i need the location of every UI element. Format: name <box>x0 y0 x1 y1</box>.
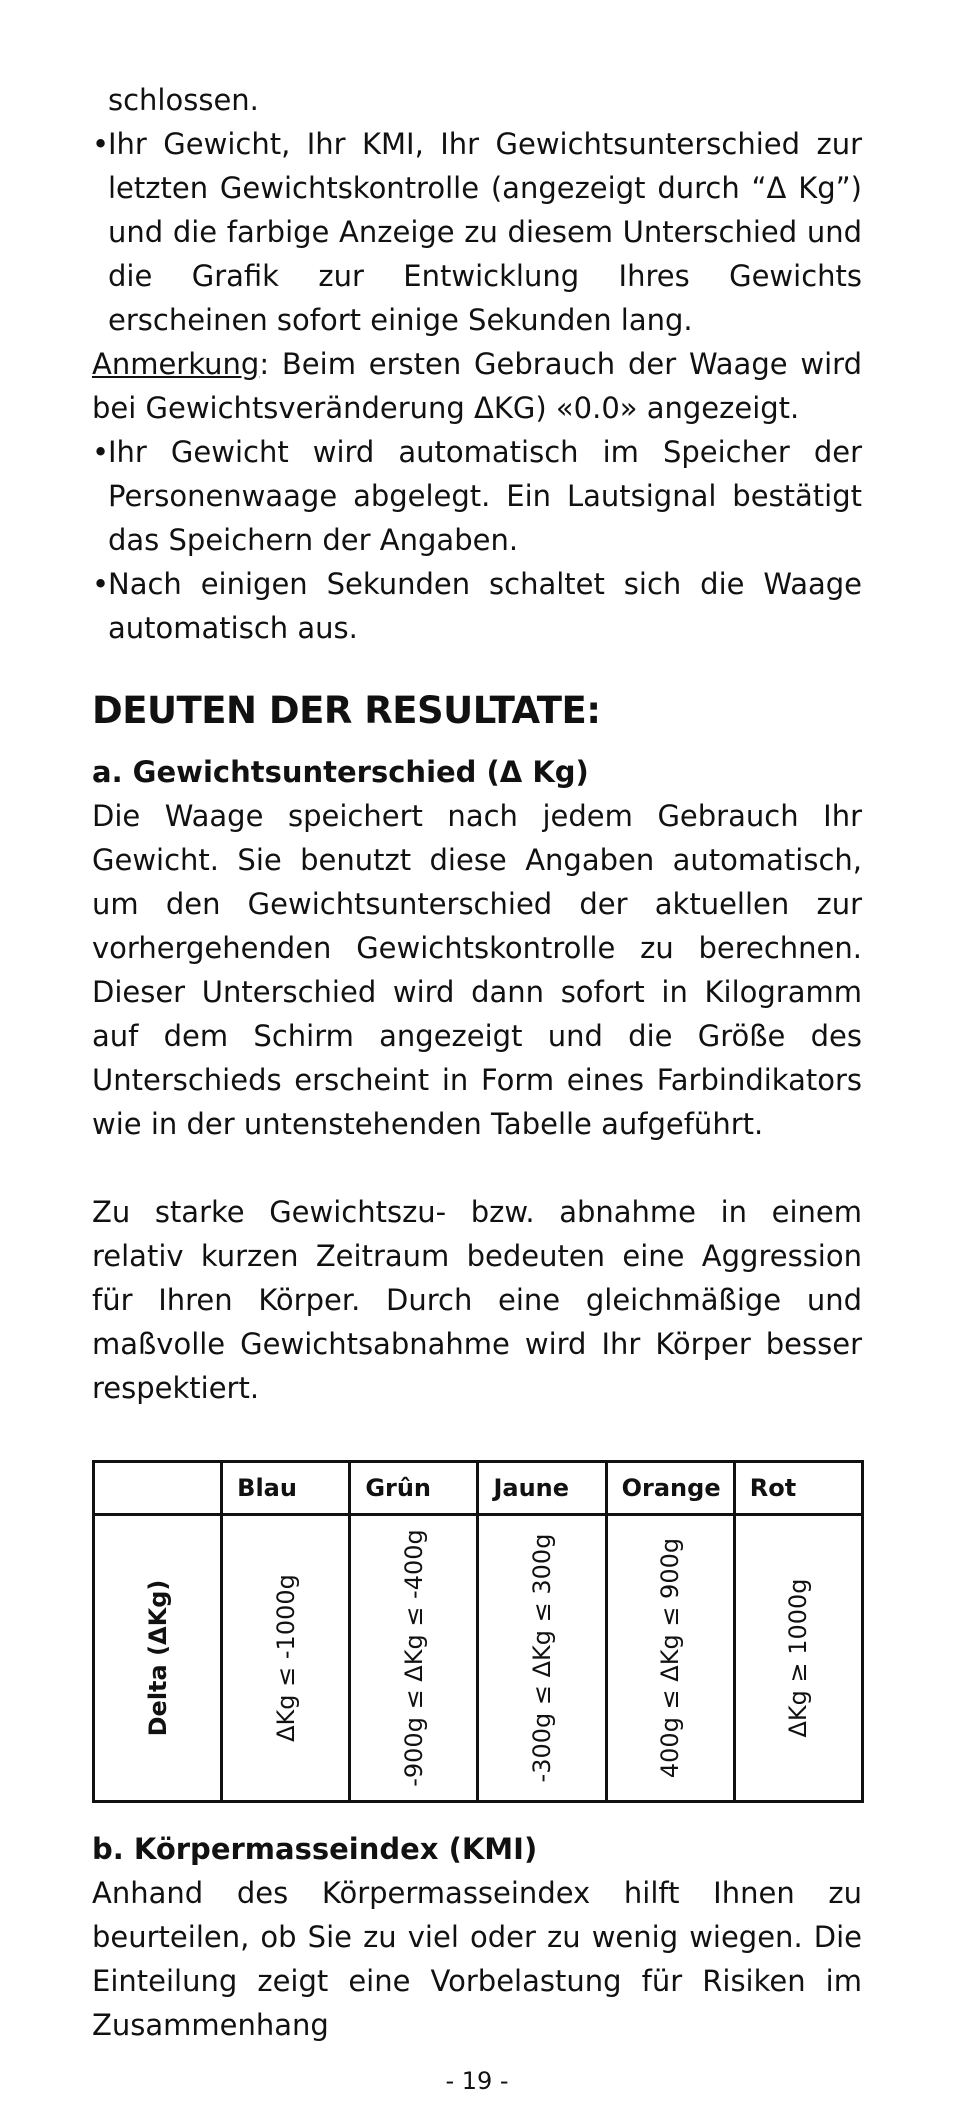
bullet-text: Ihr Gewicht wird automatisch im Speicher der Personenwaage abgelegt. Ein Lautsignal bestätigt das Speichern der Angaben. <box>108 435 862 557</box>
table-header-cell: Blau <box>222 1462 350 1515</box>
table-cell <box>222 1515 350 1802</box>
table-cell <box>606 1515 734 1802</box>
table-header-row <box>94 1462 863 1515</box>
range-text: ΔKg ≤ -1000g <box>271 1574 300 1742</box>
bullet-dot: • <box>92 127 110 161</box>
range-text: ΔKg ≥ 1000g <box>784 1578 813 1738</box>
delta-color-table <box>92 1460 864 1803</box>
bullet-text: Nach einigen Sekunden schaltet sich die Waage automatisch aus. <box>108 567 862 645</box>
table-cell <box>734 1515 862 1802</box>
paragraph: Anhand des Körpermasseindex hilft Ihnen zu beurteilen, ob Sie zu viel oder zu wenig wiegen. Die Einteilung zeigt eine Vorbelastung für Risiken im Zusammenhang <box>92 1876 862 2042</box>
table-cell <box>478 1515 606 1802</box>
note-label: Anmerkung <box>92 347 260 381</box>
table-header-cell: Jaune <box>478 1462 606 1515</box>
range-text: 400g ≤ ΔKg ≤ 900g <box>656 1537 685 1779</box>
note-paragraph <box>92 342 862 430</box>
page-number: - 19 - <box>445 2067 509 2095</box>
table-row <box>94 1515 863 1802</box>
bullet-item <box>92 430 862 562</box>
continued-line: schlossen. <box>108 83 259 117</box>
bullet-text: Ihr Gewicht, Ihr KMI, Ihr Gewichtsunterschied zur letzten Gewichtskontrolle (angezeigt durch “Δ Kg”) und die farbige Anzeige zu diesem Unterschied und die Grafik zur Entwicklung Ihres Gewichts erscheinen sofort einige Sekunden lang. <box>108 127 862 337</box>
bullet-dot: • <box>92 435 110 469</box>
bullet-item <box>92 562 862 650</box>
bullet-dot: • <box>92 567 110 601</box>
page-content <box>92 78 862 2047</box>
row-label: Delta (ΔKg) <box>143 1579 172 1737</box>
table-header-cell: Rot <box>734 1462 862 1515</box>
table-header-cell <box>94 1462 222 1515</box>
table-header-cell: Grûn <box>350 1462 478 1515</box>
paragraph: Zu starke Gewichtszu- bzw. abnahme in einem relativ kurzen Zeitraum bedeuten eine Aggression für Ihren Körper. Durch eine gleichmäßige und maßvolle Gewichtsabnahme wird Ihr Körper besser respektiert. <box>92 1195 862 1405</box>
bullet-item <box>92 122 862 342</box>
subsection-title-b: b. Körpermasseindex (KMI) <box>92 1832 538 1866</box>
range-text: -300g ≤ ΔKg ≤ 300g <box>528 1533 557 1783</box>
table-cell <box>350 1515 478 1802</box>
paragraph: Die Waage speichert nach jedem Gebrauch Ihr Gewicht. Sie benutzt diese Angaben automatisch, um den Gewichtsunterschied der aktuellen zur vorhergehenden Gewichtskontrolle zu berechnen. Dieser Unterschied wird dann sofort in Kilogramm auf dem Schirm angezeigt und die Größe des Unterschieds erscheint in Form eines Farbindikators wie in der untenstehenden Tabelle aufgeführt. <box>92 799 862 1141</box>
subsection-title-a: a. Gewichtsunterschied (Δ Kg) <box>92 755 589 789</box>
row-label-cell <box>94 1515 222 1802</box>
range-text: -900g ≤ ΔKg ≤ -400g <box>399 1529 428 1787</box>
table-header-cell: Orange <box>606 1462 734 1515</box>
section-title: DEUTEN DER RESULTATE: <box>92 689 601 732</box>
delta-table-wrapper <box>92 1460 862 1803</box>
note-text: : Beim ersten Gebrauch der Waage wird bei Gewichtsveränderung ΔKG) «0.0» angezeigt. <box>92 347 862 425</box>
